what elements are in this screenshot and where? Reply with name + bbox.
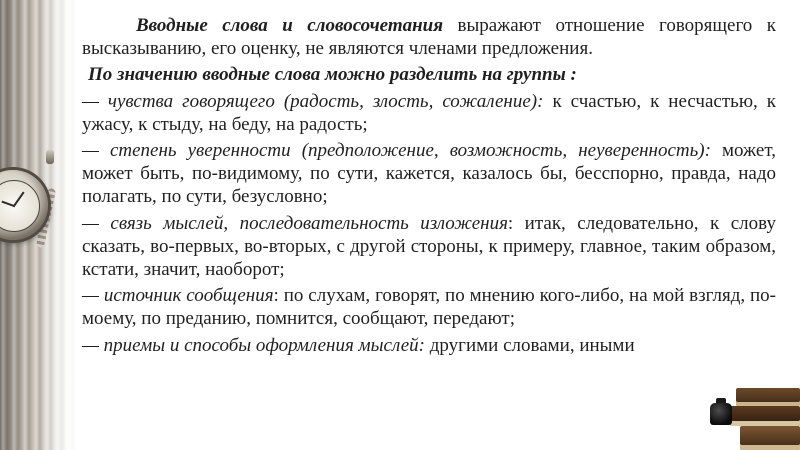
book-middle [730, 406, 800, 426]
group-item [82, 334, 776, 357]
group-dash: — [82, 212, 111, 234]
group-item [82, 90, 776, 136]
watch-hand-short [1, 201, 15, 208]
group-item [82, 212, 776, 282]
group-examples: другими словами, иными [425, 334, 635, 356]
group-label: источник сообщения [103, 285, 274, 307]
slide-text [82, 14, 776, 357]
group-label: приемы и способы оформления мыслей: [103, 334, 425, 356]
book-top [736, 388, 800, 406]
group-dash: — [82, 334, 104, 356]
group-dash: — [82, 140, 110, 162]
group-examples: : итак, следовательно, к слову сказать, во-первых, во-вторых, с другой стороны, к примеру, главное, таким образом, кстати, значит, наоборот; [82, 212, 776, 281]
watch-crown-decoration [46, 150, 54, 164]
group-item [82, 284, 776, 330]
book-bottom [740, 426, 800, 450]
books-icon [730, 370, 800, 450]
group-label: степень уверенности (предположение, возможность, неуверенность): [109, 140, 711, 162]
group-label: чувства говорящего (радость, злость, сожаление): [107, 90, 544, 112]
group-examples: к счастью, к несчастью, к ужасу, к стыду, на беду, на радость; [82, 90, 777, 135]
intro-term: Вводные слова и словосочетания [136, 15, 444, 36]
inkwell-icon [710, 403, 732, 425]
watch-face [0, 180, 40, 232]
group-dash: — [82, 285, 104, 307]
intro-paragraph [82, 14, 776, 60]
groups-title: По значению вводные слова можно разделить на группы : [88, 64, 577, 86]
group-dash: — [82, 90, 108, 112]
group-examples: : по слухам, говорят, по мнению кого-либо, на мой взгляд, по-моему, по преданию, помнится, сообщают, передают; [82, 285, 777, 330]
group-item [82, 139, 776, 209]
group-examples: может, может быть, по-видимому, по сути, кажется, казалось бы, бесспорно, правда, надо полагать, по сути, безусловно; [82, 140, 776, 208]
group-label: связь мыслей, последовательность изложения [110, 212, 508, 234]
intro-rest: выражают отношение говорящего к высказыванию, его оценку, не являются членами предложения. [82, 15, 776, 60]
